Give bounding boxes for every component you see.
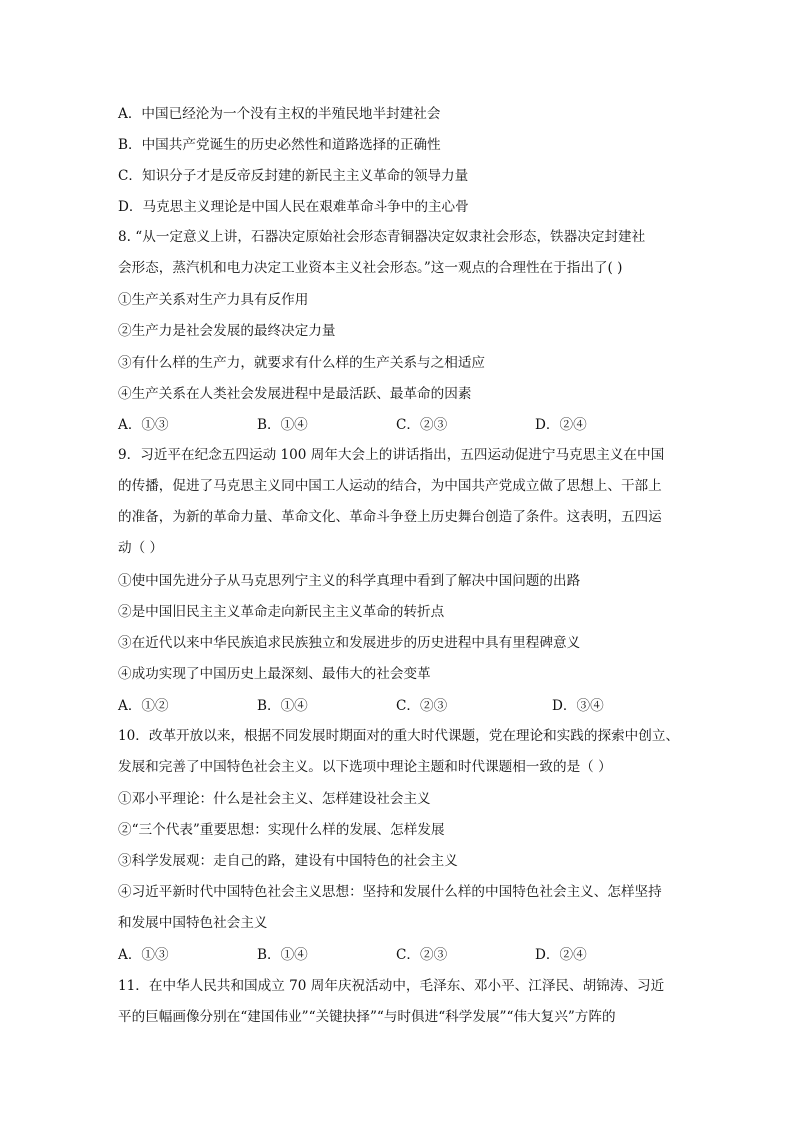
q9-choice-c: C．②③ xyxy=(396,698,448,714)
q10-statement-3: ③科学发展观：走自己的路，建设有中国特色的社会主义 xyxy=(118,853,458,869)
q9-statement-1: ①使中国先进分子从马克思列宁主义的科学真理中看到了解决中国问题的出路 xyxy=(118,573,581,589)
q11-stem-line: 11．在中华人民共和国成立 70 周年庆祝活动中，毛泽东、邓小平、江泽民、胡锦涛、习近 xyxy=(118,978,665,994)
q8-choice-d: D．②④ xyxy=(535,417,587,433)
q9-statement-2: ②是中国旧民主主义革命走向新民主主义革命的转折点 xyxy=(118,604,445,620)
q9-stem xyxy=(118,440,678,564)
q9-choices xyxy=(118,697,678,715)
q8-choice-c: C．②③ xyxy=(396,417,448,433)
q10-choices xyxy=(118,946,678,964)
q10-statement-4-line: 和发展中国特色社会主义 xyxy=(118,915,268,931)
q7-option-a: A．中国已经沦为一个没有主权的半殖民地半封建社会 xyxy=(118,106,441,122)
q10-choice-c: C．②③ xyxy=(396,947,448,963)
q8-stem xyxy=(118,222,678,284)
q7-option-b: B．中国共产党诞生的历史必然性和道路选择的正确性 xyxy=(118,137,441,153)
q10-statement-2: ②“三个代表”重要思想：实现什么样的发展、怎样发展 xyxy=(118,822,445,838)
q10-statement-4 xyxy=(118,877,678,939)
q10-statement-1: ①邓小平理论：什么是社会主义、怎样建设社会主义 xyxy=(118,791,431,807)
q8-statement-3: ③有什么样的生产力，就要求有什么样的生产关系与之相适应 xyxy=(118,355,486,371)
q10-stem-line: 10．改革开放以来，根据不同发展时期面对的重大时代课题，党在理论和实践的探索中创立、 xyxy=(118,728,680,744)
q7-option-d: D．马克思主义理论是中国人民在艰难革命斗争中的主心骨 xyxy=(118,199,469,215)
q8-stem-line: 会形态，蒸汽机和电力决定工业资本主义社会形态。”这一观点的合理性在于指出了( ) xyxy=(118,260,623,276)
q10-statement-4-line: ④习近平新时代中国特色社会主义思想：坚持和发展什么样的中国特色社会主义、怎样坚持 xyxy=(118,884,662,900)
q9-stem-line: 的传播，促进了马克思主义同中国工人运动的结合，为中国共产党成立做了思想上、干部上 xyxy=(118,478,662,494)
q11-stem xyxy=(118,971,678,1033)
q8-stem-line: 8. “从一定意义上讲，石器决定原始社会形态青铜器决定奴隶社会形态，铁器决定封建社 xyxy=(118,229,646,245)
q8-choice-b: B．①④ xyxy=(257,417,308,433)
q9-choice-b: B．①④ xyxy=(257,698,308,714)
q10-choice-d: D．②④ xyxy=(535,947,587,963)
q10-choice-a: A．①③ xyxy=(118,947,169,963)
q7-option-c: C．知识分子才是反帝反封建的新民主主义革命的领导力量 xyxy=(118,168,469,184)
q8-statement-4: ④生产关系在人类社会发展进程中是最活跃、最革命的因素 xyxy=(118,386,472,402)
q10-stem-line: 发展和完善了中国特色社会主义。以下选项中理论主题和时代课题相一致的是（ ） xyxy=(118,759,612,775)
q11-stem-line: 平的巨幅画像分别在“建国伟业”“关键抉择”“与时俱进“科学发展”“伟大复兴”方阵的 xyxy=(118,1009,616,1025)
q9-statement-4: ④成功实现了中国历史上最深刻、最伟大的社会变革 xyxy=(118,666,431,682)
q10-stem xyxy=(118,721,678,783)
q10-choice-b: B．①④ xyxy=(257,947,308,963)
q9-stem-line: 动（ ） xyxy=(118,540,164,556)
q8-statement-1: ①生产关系对生产力具有反作用 xyxy=(118,292,309,308)
q9-choice-d: D．③④ xyxy=(552,698,604,714)
q8-choices xyxy=(118,416,678,434)
q9-stem-line: 的准备，为新的革命力量、革命文化、革命斗争登上历史舞台创造了条件。这表明，五四运 xyxy=(118,509,662,525)
q9-choice-a: A．①② xyxy=(118,698,169,714)
q8-statement-2: ②生产力是社会发展的最终决定力量 xyxy=(118,323,336,339)
q8-choice-a: A．①③ xyxy=(118,417,169,433)
q9-stem-line: 9．习近平在纪念五四运动 100 周年大会上的讲话指出，五四运动促进宁马克思主义在中国 xyxy=(118,447,665,463)
q9-statement-3: ③在近代以来中华民族追求民族独立和发展进步的历史进程中具有里程碑意义 xyxy=(118,635,581,651)
